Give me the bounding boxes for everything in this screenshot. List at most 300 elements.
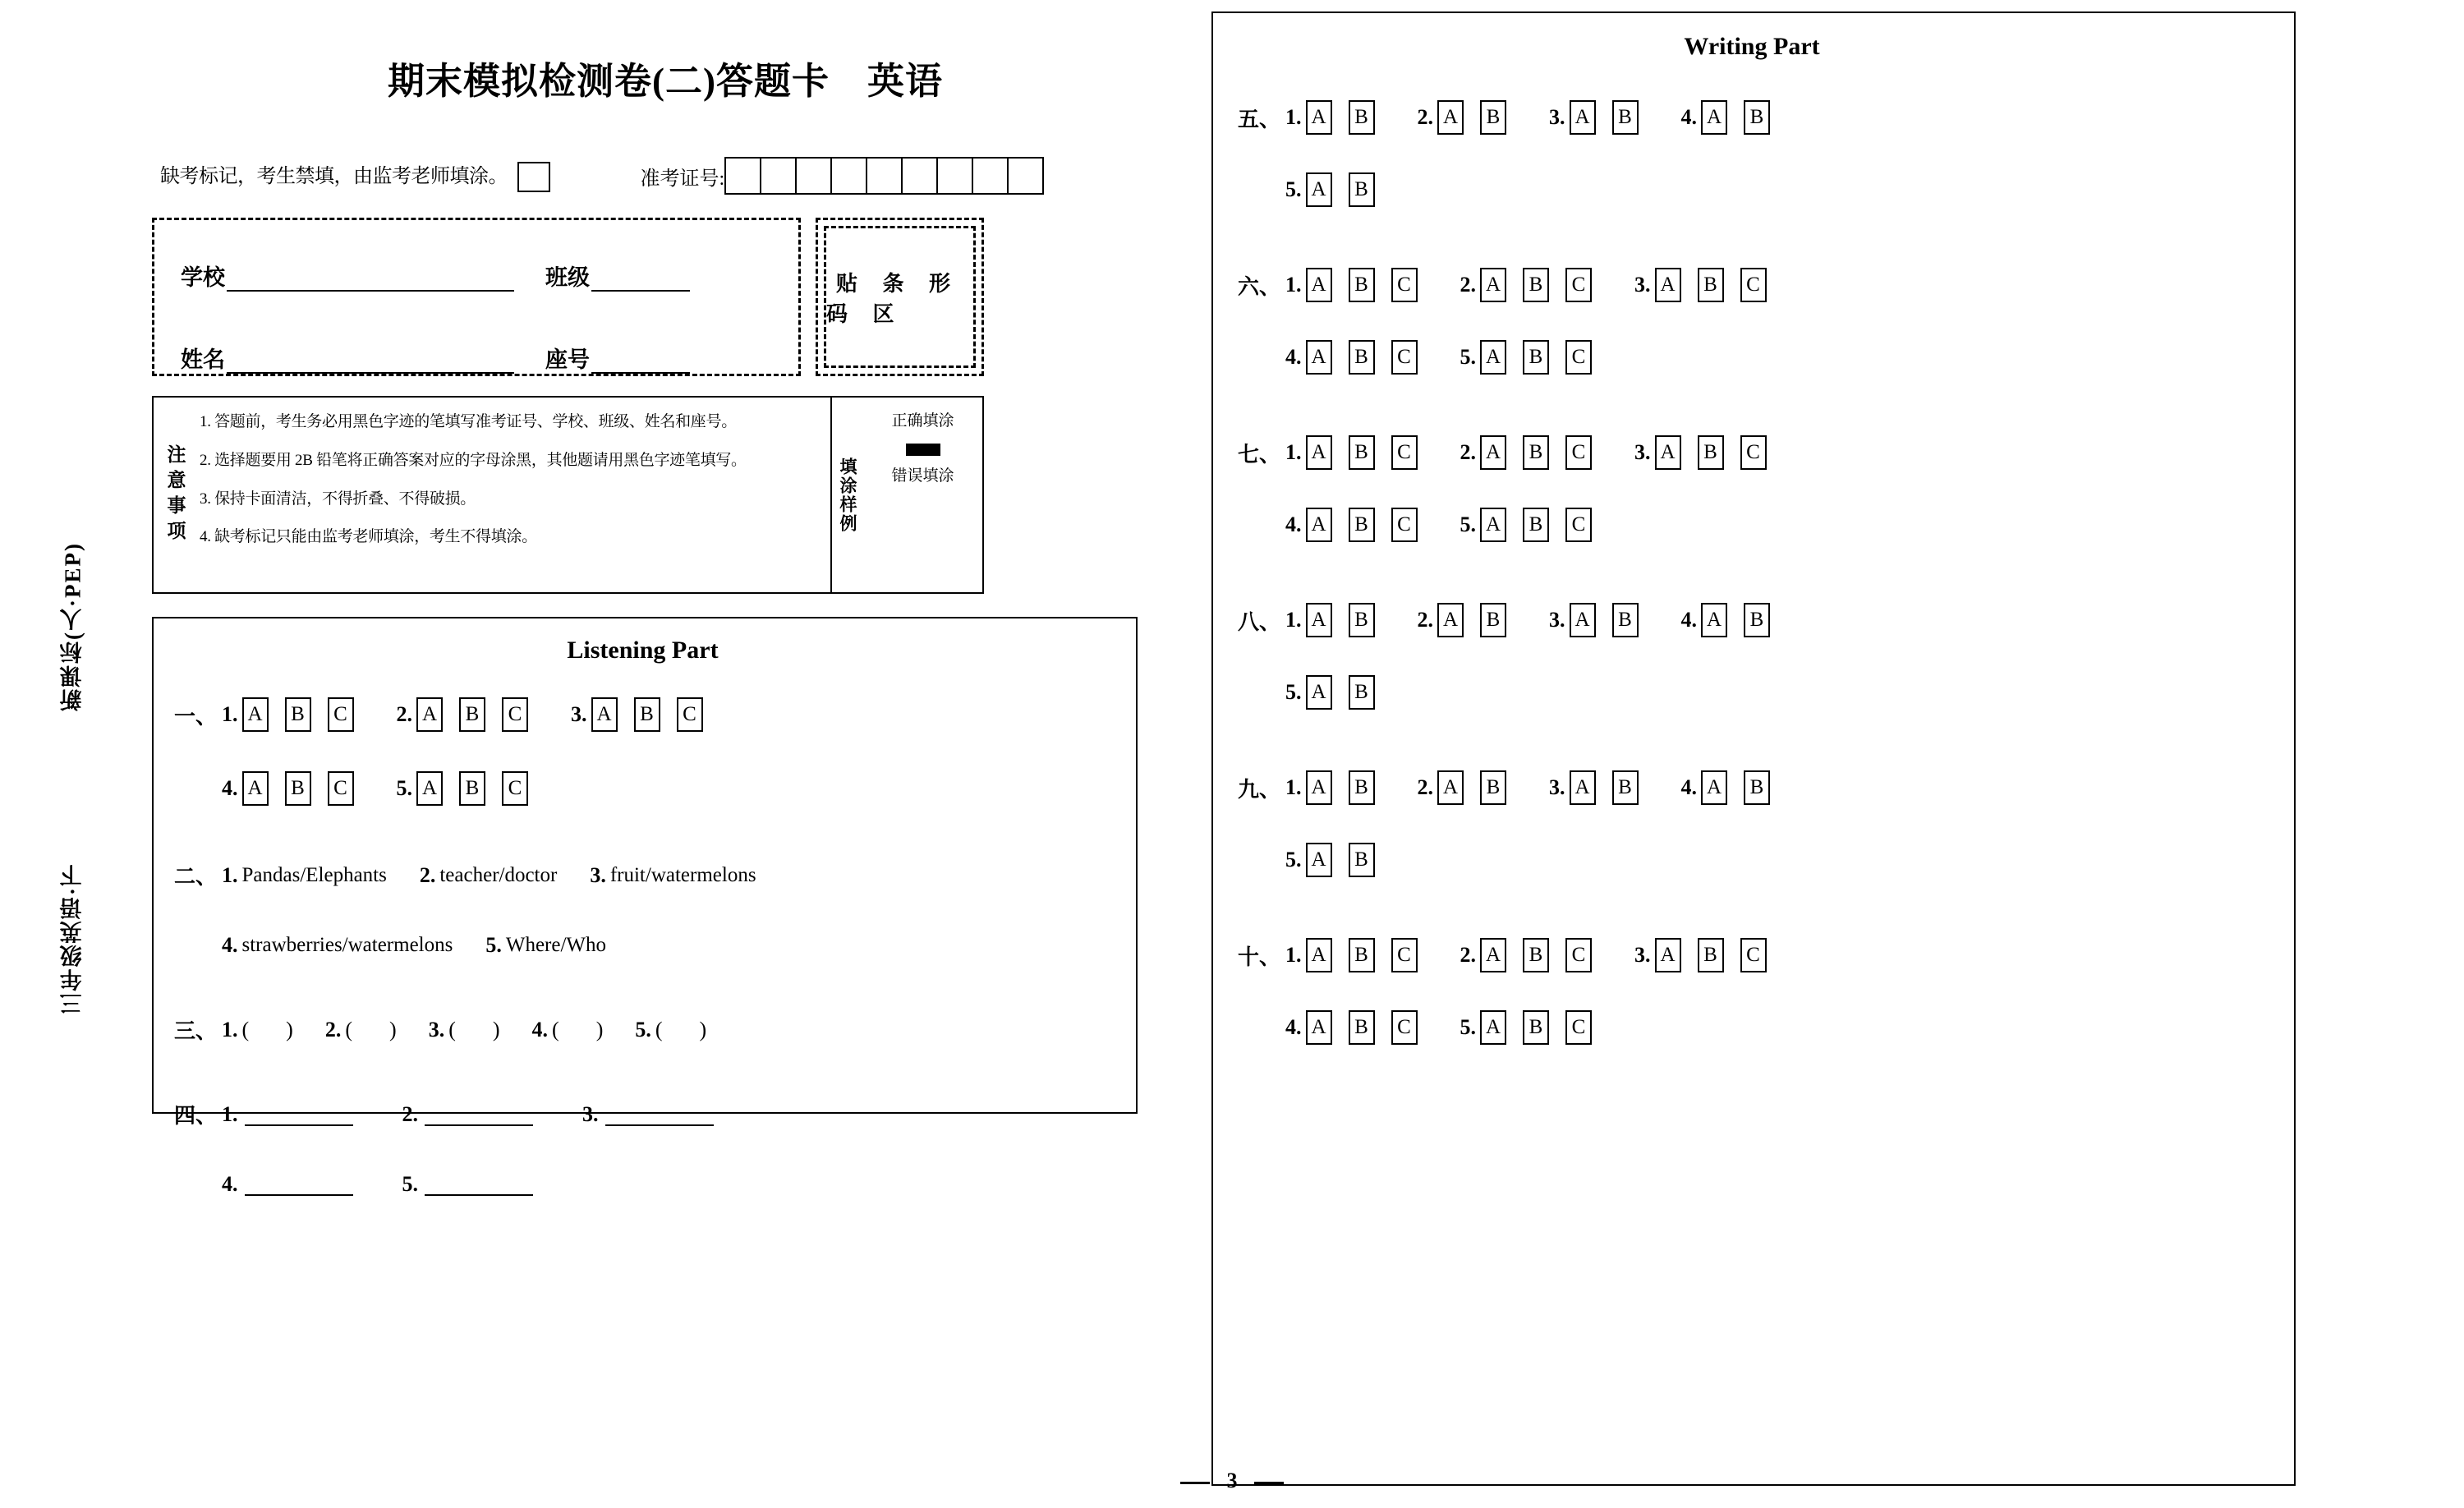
question-section — [1238, 603, 2266, 710]
answer-parenthesis[interactable]: ( ) — [552, 1017, 605, 1041]
question-item — [402, 1102, 534, 1127]
question-number: 4. — [222, 776, 238, 800]
answer-option-a[interactable]: A — [1306, 508, 1332, 542]
question-item — [325, 1018, 398, 1042]
question-row — [1238, 435, 2266, 470]
question-row — [1238, 843, 2266, 877]
answer-option-a[interactable]: A — [1306, 268, 1332, 302]
answer-option-a[interactable]: A — [1306, 843, 1332, 877]
question-item — [420, 863, 557, 888]
question-item — [1418, 100, 1507, 135]
instructions-title: 注意事项 — [164, 444, 186, 546]
question-number: 4. — [222, 932, 238, 957]
question-item — [1460, 1010, 1593, 1045]
question-number: 3. — [571, 702, 587, 726]
answer-parenthesis[interactable]: ( ) — [655, 1017, 708, 1041]
answer-option-b[interactable]: B — [1612, 100, 1639, 135]
question-item — [1460, 938, 1593, 972]
candidate-info-row — [144, 218, 1187, 376]
section-marker: 一、 — [174, 704, 218, 729]
answer-option-b[interactable]: B — [1612, 603, 1639, 637]
answer-blank-line[interactable] — [245, 1173, 353, 1196]
answer-option-c[interactable]: C — [1565, 340, 1592, 375]
barcode-area — [816, 218, 984, 376]
name-label: 姓名 — [181, 347, 225, 372]
sidebar-edition-label: 新课标(人·PEP) — [60, 542, 85, 711]
question-number: 3. — [582, 1101, 599, 1126]
writing-sections — [1238, 100, 2266, 1045]
answer-option-a[interactable]: A — [1701, 100, 1727, 135]
exam-number-cell[interactable] — [797, 159, 832, 193]
info-line-name-seat — [181, 342, 772, 374]
writing-part-title: Writing Part — [1684, 33, 1820, 60]
question-number: 2. — [1417, 775, 1433, 799]
question-item — [397, 697, 529, 732]
question-number: 1. — [1285, 105, 1302, 129]
answer-option-c[interactable]: C — [1565, 268, 1592, 302]
question-section — [1238, 938, 2266, 1045]
answer-option-b[interactable]: B — [1523, 1010, 1549, 1045]
question-row — [1238, 1010, 2266, 1045]
answer-option-a[interactable]: A — [1701, 770, 1727, 805]
question-section — [1238, 435, 2266, 542]
question-item — [222, 1172, 353, 1197]
answer-parenthesis[interactable]: ( ) — [448, 1017, 501, 1041]
answer-option-b[interactable]: B — [459, 697, 485, 732]
exam-number-cell[interactable] — [938, 159, 973, 193]
answer-option-c[interactable]: C — [1391, 435, 1418, 470]
answer-option-a[interactable]: A — [1306, 938, 1332, 972]
answer-option-b[interactable]: B — [1698, 268, 1724, 302]
question-row — [1238, 603, 2266, 637]
question-number: 4. — [531, 1017, 549, 1041]
question-number: 3. — [1549, 608, 1565, 632]
question-item — [429, 1018, 501, 1042]
answer-option-b[interactable]: B — [1698, 435, 1724, 470]
question-item — [1285, 675, 1375, 710]
answer-option-c[interactable]: C — [1565, 435, 1592, 470]
sidebar-subject-label: 三年级英语·下 — [60, 862, 85, 1015]
question-number: 2. — [1460, 943, 1476, 967]
answer-option-c[interactable]: C — [1740, 268, 1767, 302]
question-item — [1681, 100, 1771, 135]
question-item — [571, 697, 703, 732]
answer-option-b[interactable]: B — [285, 697, 311, 732]
question-number: 3. — [590, 862, 606, 887]
question-number: 5. — [1285, 680, 1302, 704]
question-row — [1238, 508, 2266, 542]
question-number: 1. — [222, 862, 238, 887]
vertical-sidebar — [0, 0, 144, 1508]
exam-number-cell[interactable] — [726, 159, 761, 193]
left-column — [144, 0, 1187, 1508]
class-label: 班级 — [545, 265, 590, 290]
answer-option-a[interactable]: A — [1480, 1010, 1506, 1045]
answer-option-a[interactable]: A — [1480, 508, 1506, 542]
question-number: 2. — [1417, 105, 1433, 129]
right-column — [1187, 0, 2464, 1508]
question-item — [635, 1018, 707, 1042]
question-number: 4. — [1285, 345, 1302, 369]
answer-option-a[interactable]: A — [1306, 603, 1332, 637]
question-item — [1285, 268, 1418, 302]
question-item — [1634, 938, 1767, 972]
question-item — [485, 933, 606, 958]
school-label: 学校 — [181, 265, 225, 290]
answer-option-b[interactable]: B — [1349, 938, 1375, 972]
fill-sample-body — [863, 398, 982, 592]
question-section — [1238, 100, 2266, 207]
question-number: 4. — [1680, 105, 1697, 129]
answer-option-c[interactable]: C — [1391, 508, 1418, 542]
name-input-rule[interactable] — [227, 351, 514, 374]
fill-sample-box — [830, 398, 982, 592]
question-number: 5. — [635, 1017, 651, 1041]
question-item — [1549, 100, 1639, 135]
instruction-item: 1. 答题前，考生务必用黑色字迹的笔填写准考证号、学校、班级、姓名和座号。 — [200, 413, 737, 430]
listening-part-box — [152, 617, 1138, 1196]
answer-option-a[interactable]: A — [1480, 435, 1506, 470]
exam-number-cell[interactable] — [761, 159, 797, 193]
question-item — [1460, 268, 1593, 302]
listening-part-title: Listening Part — [567, 637, 719, 664]
school-field[interactable] — [181, 260, 514, 292]
absent-mark-note — [160, 159, 550, 193]
question-item — [1285, 603, 1375, 637]
info-line-school-class — [181, 260, 772, 292]
question-item — [1681, 603, 1771, 637]
answer-option-b[interactable]: B — [1523, 340, 1549, 375]
question-item — [1285, 938, 1418, 972]
answer-option-c[interactable]: C — [1565, 938, 1592, 972]
question-number: 5. — [1460, 345, 1476, 369]
question-item — [1460, 340, 1593, 375]
question-row — [174, 1099, 1111, 1129]
question-item — [1285, 340, 1418, 375]
fill-sample-title: 填涂样例 — [838, 457, 857, 533]
question-number: 4. — [222, 1171, 238, 1196]
question-section — [174, 697, 1111, 806]
question-section — [174, 1014, 1111, 1045]
answer-option-c[interactable]: C — [1391, 1010, 1418, 1045]
answer-option-b[interactable]: B — [1523, 938, 1549, 972]
answer-option-a[interactable]: A — [1480, 938, 1506, 972]
instructions-list — [196, 398, 830, 592]
question-item — [222, 1018, 294, 1042]
section-marker: 四、 — [174, 1104, 218, 1128]
answer-option-b[interactable]: B — [1744, 603, 1770, 637]
question-item — [1418, 603, 1507, 637]
question-section — [1238, 268, 2266, 375]
question-number: 4. — [1285, 1015, 1302, 1039]
question-item — [1549, 770, 1639, 805]
question-number: 3. — [1549, 105, 1565, 129]
question-row — [1238, 938, 2266, 972]
seat-field[interactable] — [545, 342, 690, 374]
answer-option-a[interactable]: A — [416, 771, 443, 806]
answer-option-b[interactable]: B — [1480, 603, 1506, 637]
section-marker: 二、 — [174, 865, 218, 889]
answer-option-a[interactable]: A — [1306, 100, 1332, 135]
answer-option-a[interactable]: A — [1306, 172, 1332, 207]
answer-option-a[interactable]: A — [1306, 1010, 1332, 1045]
answer-option-a[interactable]: A — [591, 697, 618, 732]
question-number: 5. — [396, 776, 412, 800]
instruction-item: 2. 选择题要用 2B 铅笔将正确答案对应的字母涂黑，其他题请用黑色字迹笔填写。 — [200, 451, 747, 469]
answer-option-a[interactable]: A — [1306, 770, 1332, 805]
answer-blank-line[interactable] — [605, 1103, 714, 1126]
exam-number-cell[interactable] — [903, 159, 938, 193]
question-item — [1285, 1010, 1418, 1045]
answer-option-b[interactable]: B — [1523, 268, 1549, 302]
exam-number-cell[interactable] — [1009, 159, 1042, 193]
listening-sections — [174, 697, 1111, 1199]
answer-option-b[interactable]: B — [1480, 100, 1506, 135]
answer-option-a[interactable]: A — [1306, 435, 1332, 470]
section-marker: 七、 — [1238, 442, 1281, 467]
word-choice-text[interactable]: teacher/doctor — [439, 863, 558, 886]
question-number: 2. — [396, 702, 412, 726]
answer-option-a[interactable]: A — [1655, 938, 1681, 972]
question-item — [222, 933, 453, 958]
answer-option-a[interactable]: A — [416, 697, 443, 732]
answer-option-a[interactable]: A — [1701, 603, 1727, 637]
word-choice-text[interactable]: strawberries/watermelons — [241, 933, 453, 956]
question-number: 2. — [419, 862, 436, 887]
answer-option-b[interactable]: B — [634, 697, 660, 732]
question-number: 3. — [428, 1017, 445, 1041]
question-number: 2. — [324, 1017, 342, 1041]
answer-option-a[interactable]: A — [242, 697, 269, 732]
question-row — [174, 1169, 1111, 1199]
answer-option-c[interactable]: C — [328, 697, 354, 732]
answer-option-a[interactable]: A — [1655, 435, 1681, 470]
seat-input-rule[interactable] — [591, 351, 690, 374]
question-number: 3. — [1549, 775, 1565, 799]
question-row — [174, 860, 1111, 890]
answer-option-a[interactable]: A — [242, 771, 269, 806]
answer-option-b[interactable]: B — [1612, 770, 1639, 805]
question-item — [1285, 435, 1418, 470]
page-title: 期末模拟检测卷(二)答题卡 英语 — [388, 61, 943, 102]
answer-option-b[interactable]: B — [285, 771, 311, 806]
answer-option-c[interactable]: C — [502, 697, 528, 732]
question-item — [532, 1018, 605, 1042]
question-row — [1238, 100, 2266, 135]
question-number: 1. — [222, 702, 238, 726]
question-row — [1238, 172, 2266, 207]
writing-part-box — [1211, 11, 2296, 1486]
question-item — [402, 1172, 534, 1197]
answer-blank-line[interactable] — [425, 1103, 533, 1126]
question-row — [174, 930, 1111, 960]
instructions-box — [152, 396, 984, 594]
answer-option-a[interactable]: A — [1570, 603, 1596, 637]
question-number: 1. — [1285, 440, 1302, 464]
footer-dash-left — [1180, 1482, 1210, 1484]
question-section — [1238, 770, 2266, 877]
answer-option-b[interactable]: B — [1349, 508, 1375, 542]
question-item — [222, 771, 354, 806]
answer-option-b[interactable]: B — [1744, 100, 1770, 135]
exam-number-cell[interactable] — [973, 159, 1009, 193]
section-marker: 十、 — [1238, 945, 1281, 969]
answer-blank-line[interactable] — [245, 1103, 353, 1126]
question-row — [1238, 340, 2266, 375]
answer-parenthesis[interactable]: ( ) — [345, 1017, 398, 1041]
header-row — [144, 157, 1187, 195]
seat-label: 座号 — [545, 347, 590, 372]
filled-bubble-icon — [906, 444, 940, 456]
answer-option-a[interactable]: A — [1480, 268, 1506, 302]
question-number: 1. — [222, 1017, 238, 1041]
question-item — [1634, 268, 1767, 302]
question-item — [1285, 172, 1375, 207]
page-footer — [0, 1469, 2464, 1493]
question-item — [1460, 435, 1593, 470]
answer-option-b[interactable]: B — [1744, 770, 1770, 805]
question-row — [174, 771, 1111, 806]
question-number: 2. — [402, 1101, 418, 1126]
answer-option-b[interactable]: B — [1349, 435, 1375, 470]
word-choice-text[interactable]: Where/Who — [505, 933, 607, 956]
question-item — [590, 863, 756, 888]
answer-option-b[interactable]: B — [1349, 603, 1375, 637]
answer-option-b[interactable]: B — [1523, 435, 1549, 470]
question-number: 2. — [1417, 608, 1433, 632]
section-marker: 五、 — [1238, 107, 1281, 131]
exam-number-cell[interactable] — [832, 159, 867, 193]
section-marker: 八、 — [1238, 609, 1281, 634]
answer-parenthesis[interactable]: ( ) — [241, 1017, 294, 1041]
instruction-item: 4. 缺考标记只能由监考老师填涂，考生不得填涂。 — [200, 528, 537, 546]
school-input-rule[interactable] — [227, 269, 514, 292]
answer-option-a[interactable]: A — [1437, 770, 1464, 805]
question-item — [1681, 770, 1771, 805]
answer-option-c[interactable]: C — [1740, 435, 1767, 470]
question-section — [174, 1099, 1111, 1199]
section-marker: 三、 — [174, 1019, 218, 1043]
question-number: 5. — [1285, 177, 1302, 201]
question-row — [1238, 268, 2266, 302]
answer-option-b[interactable]: B — [1349, 340, 1375, 375]
question-number: 3. — [1634, 943, 1651, 967]
question-number: 5. — [1285, 848, 1302, 871]
question-item — [1285, 770, 1375, 805]
section-marker: 九、 — [1238, 777, 1281, 802]
question-row — [174, 1014, 1111, 1045]
question-item — [222, 863, 387, 888]
answer-option-c[interactable]: C — [1565, 1010, 1592, 1045]
question-item — [1285, 100, 1375, 135]
answer-option-b[interactable]: B — [1349, 268, 1375, 302]
question-section — [174, 860, 1111, 960]
answer-option-b[interactable]: B — [1349, 843, 1375, 877]
question-number: 4. — [1680, 608, 1697, 632]
answer-blank-line[interactable] — [425, 1173, 533, 1196]
question-number: 1. — [222, 1101, 238, 1126]
question-number: 4. — [1285, 513, 1302, 536]
question-item — [397, 771, 529, 806]
question-item — [1634, 435, 1767, 470]
answer-option-b[interactable]: B — [1480, 770, 1506, 805]
answer-option-b[interactable]: B — [1349, 172, 1375, 207]
question-item — [582, 1102, 714, 1127]
answer-option-a[interactable]: A — [1570, 770, 1596, 805]
question-number: 5. — [1460, 1015, 1476, 1039]
answer-option-a[interactable]: A — [1306, 675, 1332, 710]
instruction-item: 3. 保持卡面清洁，不得折叠、不得破损。 — [200, 490, 476, 508]
answer-option-a[interactable]: A — [1437, 100, 1464, 135]
question-number: 4. — [1680, 775, 1697, 799]
answer-option-c[interactable]: C — [1391, 340, 1418, 375]
question-item — [222, 1102, 353, 1127]
word-choice-text[interactable]: Pandas/Elephants — [241, 863, 387, 886]
word-choice-text[interactable]: fruit/watermelons — [609, 863, 756, 886]
candidate-info-box — [152, 218, 801, 376]
question-number: 5. — [1460, 513, 1476, 536]
question-number: 2. — [1460, 440, 1476, 464]
answer-option-a[interactable]: A — [1655, 268, 1681, 302]
answer-option-c[interactable]: C — [1565, 508, 1592, 542]
question-number: 1. — [1285, 273, 1302, 297]
answer-option-b[interactable]: B — [1523, 508, 1549, 542]
exam-number-cell[interactable] — [867, 159, 903, 193]
fill-sample-correct-label: 正确填涂 — [891, 412, 954, 430]
answer-option-c[interactable]: C — [677, 697, 703, 732]
answer-option-b[interactable]: B — [1349, 1010, 1375, 1045]
question-number: 1. — [1285, 608, 1302, 632]
question-number: 3. — [1634, 440, 1651, 464]
absent-mark-text: 缺考标记，考生禁填，由监考老师填涂。 — [160, 165, 508, 187]
answer-option-c[interactable]: C — [502, 771, 528, 806]
answer-option-c[interactable]: C — [328, 771, 354, 806]
answer-option-c[interactable]: C — [1391, 938, 1418, 972]
answer-option-b[interactable]: B — [1349, 100, 1375, 135]
question-number: 5. — [485, 932, 502, 957]
question-item — [1285, 843, 1375, 877]
answer-option-a[interactable]: A — [1437, 603, 1464, 637]
exam-number-grid[interactable] — [724, 157, 1044, 195]
exam-number-label: 准考证号: — [640, 168, 725, 190]
fill-sample-wrong-label: 错误填涂 — [891, 467, 954, 485]
question-number: 5. — [402, 1171, 418, 1196]
footer-dash-right — [1254, 1482, 1284, 1484]
class-input-rule[interactable] — [591, 269, 690, 292]
barcode-area-label: 贴 条 形 码 区 — [824, 226, 976, 368]
class-field[interactable] — [545, 260, 690, 292]
answer-option-b[interactable]: B — [1349, 770, 1375, 805]
answer-option-c[interactable]: C — [1391, 268, 1418, 302]
answer-option-c[interactable]: C — [1740, 938, 1767, 972]
question-item — [1460, 508, 1593, 542]
answer-option-b[interactable]: B — [1349, 675, 1375, 710]
page-number: 3 — [1226, 1469, 1238, 1492]
question-number: 3. — [1634, 273, 1651, 297]
question-row — [174, 697, 1111, 732]
answer-option-b[interactable]: B — [1698, 938, 1724, 972]
answer-option-a[interactable]: A — [1570, 100, 1596, 135]
answer-option-a[interactable]: A — [1480, 340, 1506, 375]
section-marker: 六、 — [1238, 274, 1281, 299]
question-number: 1. — [1285, 775, 1302, 799]
answer-option-a[interactable]: A — [1306, 340, 1332, 375]
absent-mark-checkbox[interactable] — [517, 162, 550, 192]
question-item — [1549, 603, 1639, 637]
answer-option-b[interactable]: B — [459, 771, 485, 806]
name-field[interactable] — [181, 342, 514, 374]
question-number: 2. — [1460, 273, 1476, 297]
